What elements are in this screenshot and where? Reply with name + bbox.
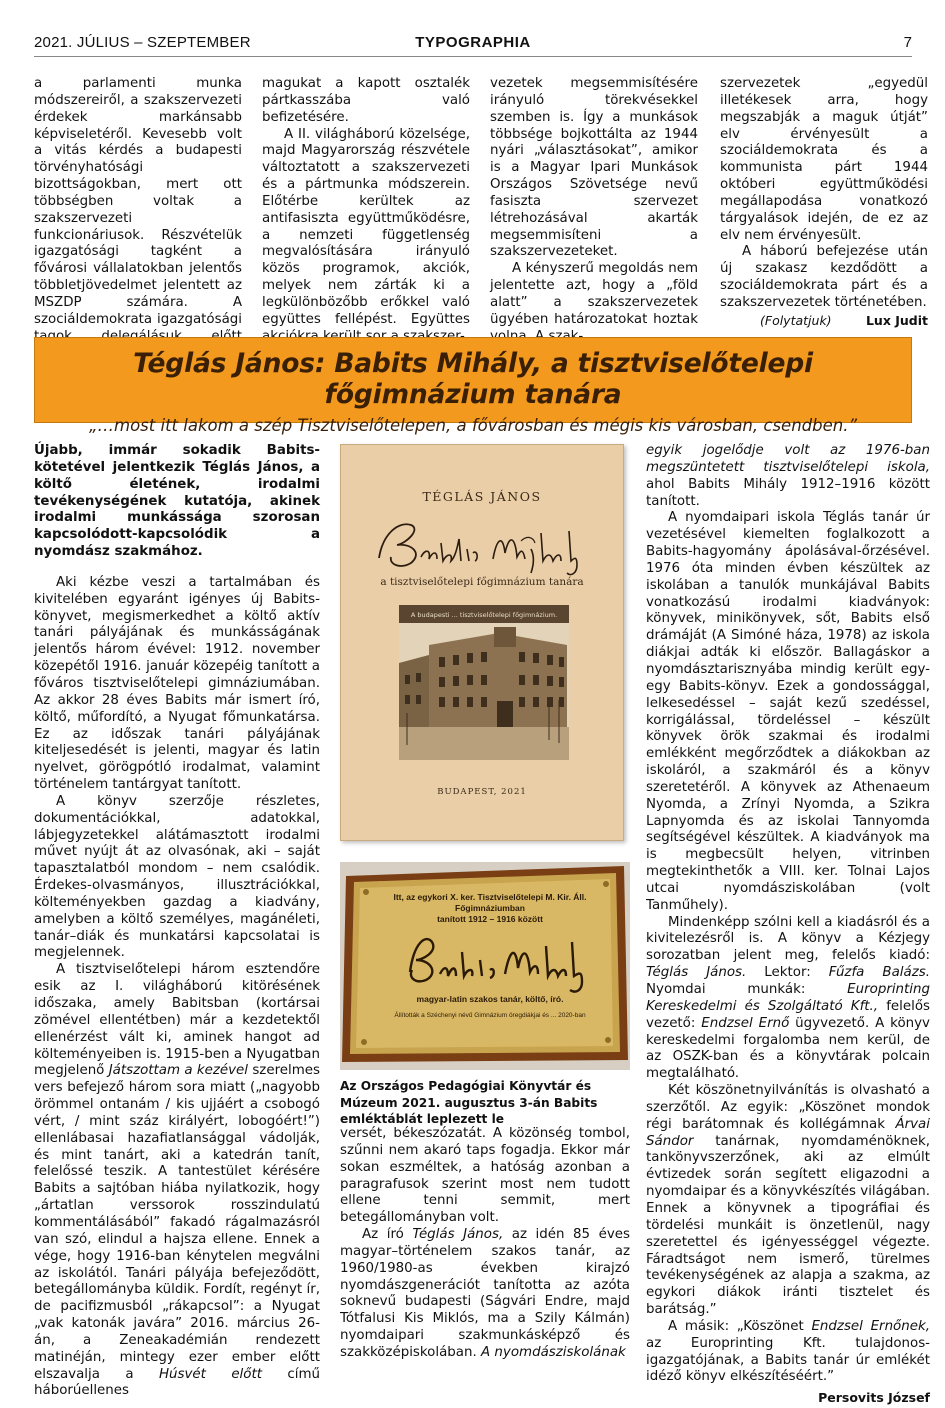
- plaque-inscription-bottom: Állították a Széchenyi névű Gimnázium öregdiákjai és ... 2020-ban: [394, 1012, 586, 1019]
- article-column-1: [34, 443, 320, 1400]
- paragraph: A kényszerű megoldás nem jelentette azt, hogy a „föld alatt” a szakszervezetek ügyében határozatokat hoztak: [490, 261, 698, 327]
- article-column-3: [646, 443, 930, 1408]
- paragraph: szervezetek „egyedül illetékesek arra, hogy megszabják a maguk útját” elv érvényesült a szociáldemokrata és a kommunista párt 1944 októberi együttműködési megállapodása vonatkozó tárgyalások idején, de ez az elv nem érvényesült.: [720, 76, 928, 243]
- paragraph: egyik jogelődje volt az 1976-ban megszüntetett tisztviselőtelepi iskola, ahol Babits Mihály 1912–1916 között tanított.: [646, 443, 930, 509]
- paragraph: A háború befejezése után új szakasz kezdődött a szociáldemokrata párt és a szakszervezetek történetében.: [720, 244, 928, 310]
- article-banner: [34, 337, 912, 435]
- paragraph: magukat a kapott osztalék pártkasszába való befizetésére.: [262, 76, 470, 125]
- paragraph: a parlamenti munka módszereiről, a szakszervezeti érdekek markánsabb képviseletéről. Kevesebb volt a vitás kérdés a budapesti törvényhatósági bizottságokban, mert ott többségben voltak a szakszervezeti funkcionáriusok. Részvételük igazgatósági tagként a fővárosi vállalatokban jelentős többletjövedelmet jelentett az MSZDP számára. A szociáldemokrata igazgatósági: [34, 76, 242, 327]
- cover-publication-place: BUDAPEST, 2021: [437, 787, 527, 797]
- cover-author: TÉGLÁS JÁNOS: [422, 489, 542, 504]
- paragraph: Az író Téglás János, az idén 85 éves magyar–történelem szakos tanár, az 1960/1980-as években kirajzó nyomdászgenerációt tanította az azóta soknevű budapesti (Ságvári Endre, majd Tótfalusi Kis Miklós, ma a Szily Kálmán) nyomdaipari szakmunkásképző és szakközépiskolában. A nyomdásziskolának: [340, 1227, 630, 1360]
- top-column-4: [720, 76, 928, 330]
- paragraph: A nyomdaipari iskola Téglás tanár úr vezetésével kiemelten foglalkozott a Babits-hagyomány ápolásával-őrzésével. 1976 óta minden évben készültek az iskolában a tanulók munkájával Babits vonatkozású irodalmi kiadványok: könyvek, minikönyvek, sőt, Babits első drámáját (A Simóné háza, 1978) az iskola diákjai adták ki először. Ballagáskor a nyomdásztarisznyába mindig került egy-egy Babits-könyv. Ezek a gondossággal, lelkesedéssel – saját kezű szedéssel, korrigálással, tördeléssel – készült könyvek örök szakmai és irodalmi emlékként megőrződtek a diákokban az iskoláról, a szakmáról és a könyv szeretetéről. A könyvek az Athenaeum Nyomda, a Zrínyi Nyomda, a Szikra Lapnyomda és az iskolai Tannyomda segítségével készültek. A kiadványok ma is megbecsült helyen, vitrinben megtekinthetők a VIII. ker. Tolnai Lajos utcai nyomdásziskolában (volt Tanműhely).: [646, 510, 930, 913]
- top-column-2: [262, 76, 470, 346]
- author-signature: Persovits József: [818, 1390, 930, 1406]
- paragraph: vezetek megsemmisítésére irányuló törekvésekkel szemben is. Így a munkások többsége bojkottálta az 1944 nyári „választásokat”, amikor is a Magyar Ipari Munkások Országos Szövetsége nevű fasiszta szervezet létrehozásával akarták megsemmisíteni a szakszervezeteket.: [490, 76, 698, 260]
- continued-note: (Folytatjuk): [760, 312, 832, 328]
- article-lead: Újabb, immár sokadik Babits-kötetével jelentkezik Téglás János, a költő életének, irodalmi tevékenységének kutatója, akinek irodalmi munkássága szorosan kapcsolódott-kapcsolódik a nyomdász szakmához.: [34, 443, 320, 560]
- cover-subtitle: a tisztviselőtelepi főgimnázium tanára: [380, 576, 584, 588]
- top-column-1: [34, 76, 242, 362]
- signature-graphic: [371, 513, 596, 583]
- top-column-3: [490, 76, 698, 346]
- publication-title: TYPOGRAPHIA: [415, 34, 531, 51]
- plaque-inscription-top: Itt, az egykori X. ker. Tisztviselőtelepi M. Kir. Áll. Főgimnáziumban tanított 1912 – 1916 között: [393, 892, 587, 924]
- book-cover-image: [340, 444, 624, 841]
- memorial-plaque-photo: [340, 862, 630, 1070]
- paragraph: A másik: „Köszönet Endzsel Ernőnek, az Europrinting Kft. tulajdonos-igazgatójának, a Babits tanár úr emlékét idéző könyv elkészítéséért.”: [646, 1318, 930, 1385]
- photo-caption: Az Országos Pedagógiai Könyvtár és Múzeum 2021. augusztus 3-án Babits emléktáblát leplezett le: [340, 1079, 598, 1126]
- paragraph: A tisztviselőtelepi három esztendőre esik az I. világháború kitörésének időszaka, amely Babitsban (kortársai zömével ellentétben) már a kezdetektől ellenérzést vált ki, aminek hangot ad költeményeiben is. 1915-ben a Nyugatban megjelenő Játszottam a kezével szerelmes vers befejező három sora miatt („nagyobb örömmel ontanám / kis ujjáért a csobogó vért, / mint száz királyért, lobogóért!”) ellenlábasai hazafiatlansággal vádolják, és mint tanárt, aki a katedrán tanít, felelőssé teszik. A tantestület kérésére Babits a sajtóban hiába nyilatkozik, hogy „ártatlan verssorok rosszindulatú kommentálásából” fakadó rágalmazásról van szó, elindul a hajsza ellene. Ennek a vége, hogy 1916-ban kénytelen megválni az iskolától. Tanári pályája befejeződött, betegállományba küldik. Fordít, regényt ír, de pacifizmusból „rákapcsol”: a Nyugat „vak katonák javára” 2016. március 26-án, a Zeneakadémián rendezett matinéján, mintegy ezer ember előtt elszavalja a Húsvét előtt című háborúellenes: [34, 962, 321, 1399]
- photo-caption: A budapesti ... tisztviselőtelepi főgimnázium.: [410, 611, 558, 619]
- paragraph: A könyv szerzője részletes, dokumentációkkal, adatokkal, lábjegyzetekkel alátámasztott irodalmi művet nyújt át az olvasónak, aki – saját tapasztalatból mondom – nem csalódik. Érdekes-olvasmányos, illusztrációkkal, költeményekben gazdag a kiadvány, amelyben a költő személyes, magánéleti, tanár–diák és munkatársi kapcsolatai is megjelennek.: [34, 793, 320, 961]
- page-number: 7: [903, 34, 912, 51]
- plaque-inscription-title: magyar-latin szakos tanár, költő, író.: [416, 994, 564, 1004]
- issue-date: 2021. JÚLIUS – SZEPTEMBER: [34, 34, 251, 51]
- page-header: [34, 30, 912, 57]
- paragraph: Mindenképp szólni kell a kiadásról és a kivitelezésről is. A könyv a Kézjegy sorozatban jelent meg, felelős kiadó: Téglás János. Lektor: Fűzfa Balázs. Nyomdai munkák: Europrinting Kereskedelmi és Szolgáltató Kft., felelős vezető: Endzsel Ernő ügyvezető. A könyv kereskedelmi forgalomba nem kerül, de az OSZK-ban és a könyvtárak polcain megtalálható.: [646, 914, 930, 1082]
- article-subtitle-quote: „…most itt lakom a szép Tisztviselőtelepen, a fővárosban és mégis kis városban, csendben.”: [88, 416, 858, 435]
- author-signature: Lux Judit: [865, 312, 928, 328]
- paragraph: Aki kézbe veszi a tartalmában és kivitelében egyaránt igényes új Babits-könyvet, megismerkedhet a költő aktív tanári pályájának és munkásságának jelentős három évével: 1912. november közepétől 1916. január közepéig tanított a főváros tisztviselőtelepi gimnáziumában. Az akkor 28 éves Babits már ismert író, költő, műfordító, a Nyugat főmunkatársa. Ez az időszak tanári pályájának kiteljesedését is jelenti, magyar és latin nyelvet, görögpótló irodalmat, valamint történelem tantárgyat tanított.: [34, 574, 320, 793]
- plaque-signature: [380, 934, 600, 935]
- article-title: Téglás János: Babits Mihály, a tisztviselőtelepi főgimnázium tanára: [133, 348, 813, 410]
- paragraph: versét, békeszózatát. A közönség tombol, szűnni nem akaró taps fogadja. Ekkor már sokan eszméltek, a hatóság azonban a paragrafusok szerint most nem tudott ellene tenni semmit, mert betegállományban volt.: [340, 1126, 630, 1226]
- paragraph: A II. világháború közelsége, majd Magyarország részvétele változtatott a szakszervezeti és a pártmunka módszerein. Előtérbe kerültek az antifasiszta együttműködésre, a nemzeti függetlenség megvalósítására irányuló közös programok, akciók, melyek nem zárták ki a legkülönbözőbb erőkkel való együttes fellépést. Együttes: [262, 126, 470, 327]
- paragraph: Két köszönetnyilvánítás is olvasható a szerzőtől. Az egyik: „Köszönet mondok régi barátomnak és kollégámnak Árvai Sándor tanárnak, nyomdaménöknek, tankönyvszerzőnek, aki az elmúlt évtizedek során segített eligazodni a nyomdaipar és a könyvkészítés világában. Ennek a könyvnek a tipográfiai és tördelési munkáit is önzetlenül, nagy szeretettel és igényességgel végezte. Fáradtságot nem ismerő, türelmes tevékenységének az alapja a szakma, az egykori diákok iránti tisztelet és barátság.”: [646, 1083, 930, 1318]
- school-building-photo: [399, 605, 569, 760]
- article-column-2: [340, 1126, 630, 1362]
